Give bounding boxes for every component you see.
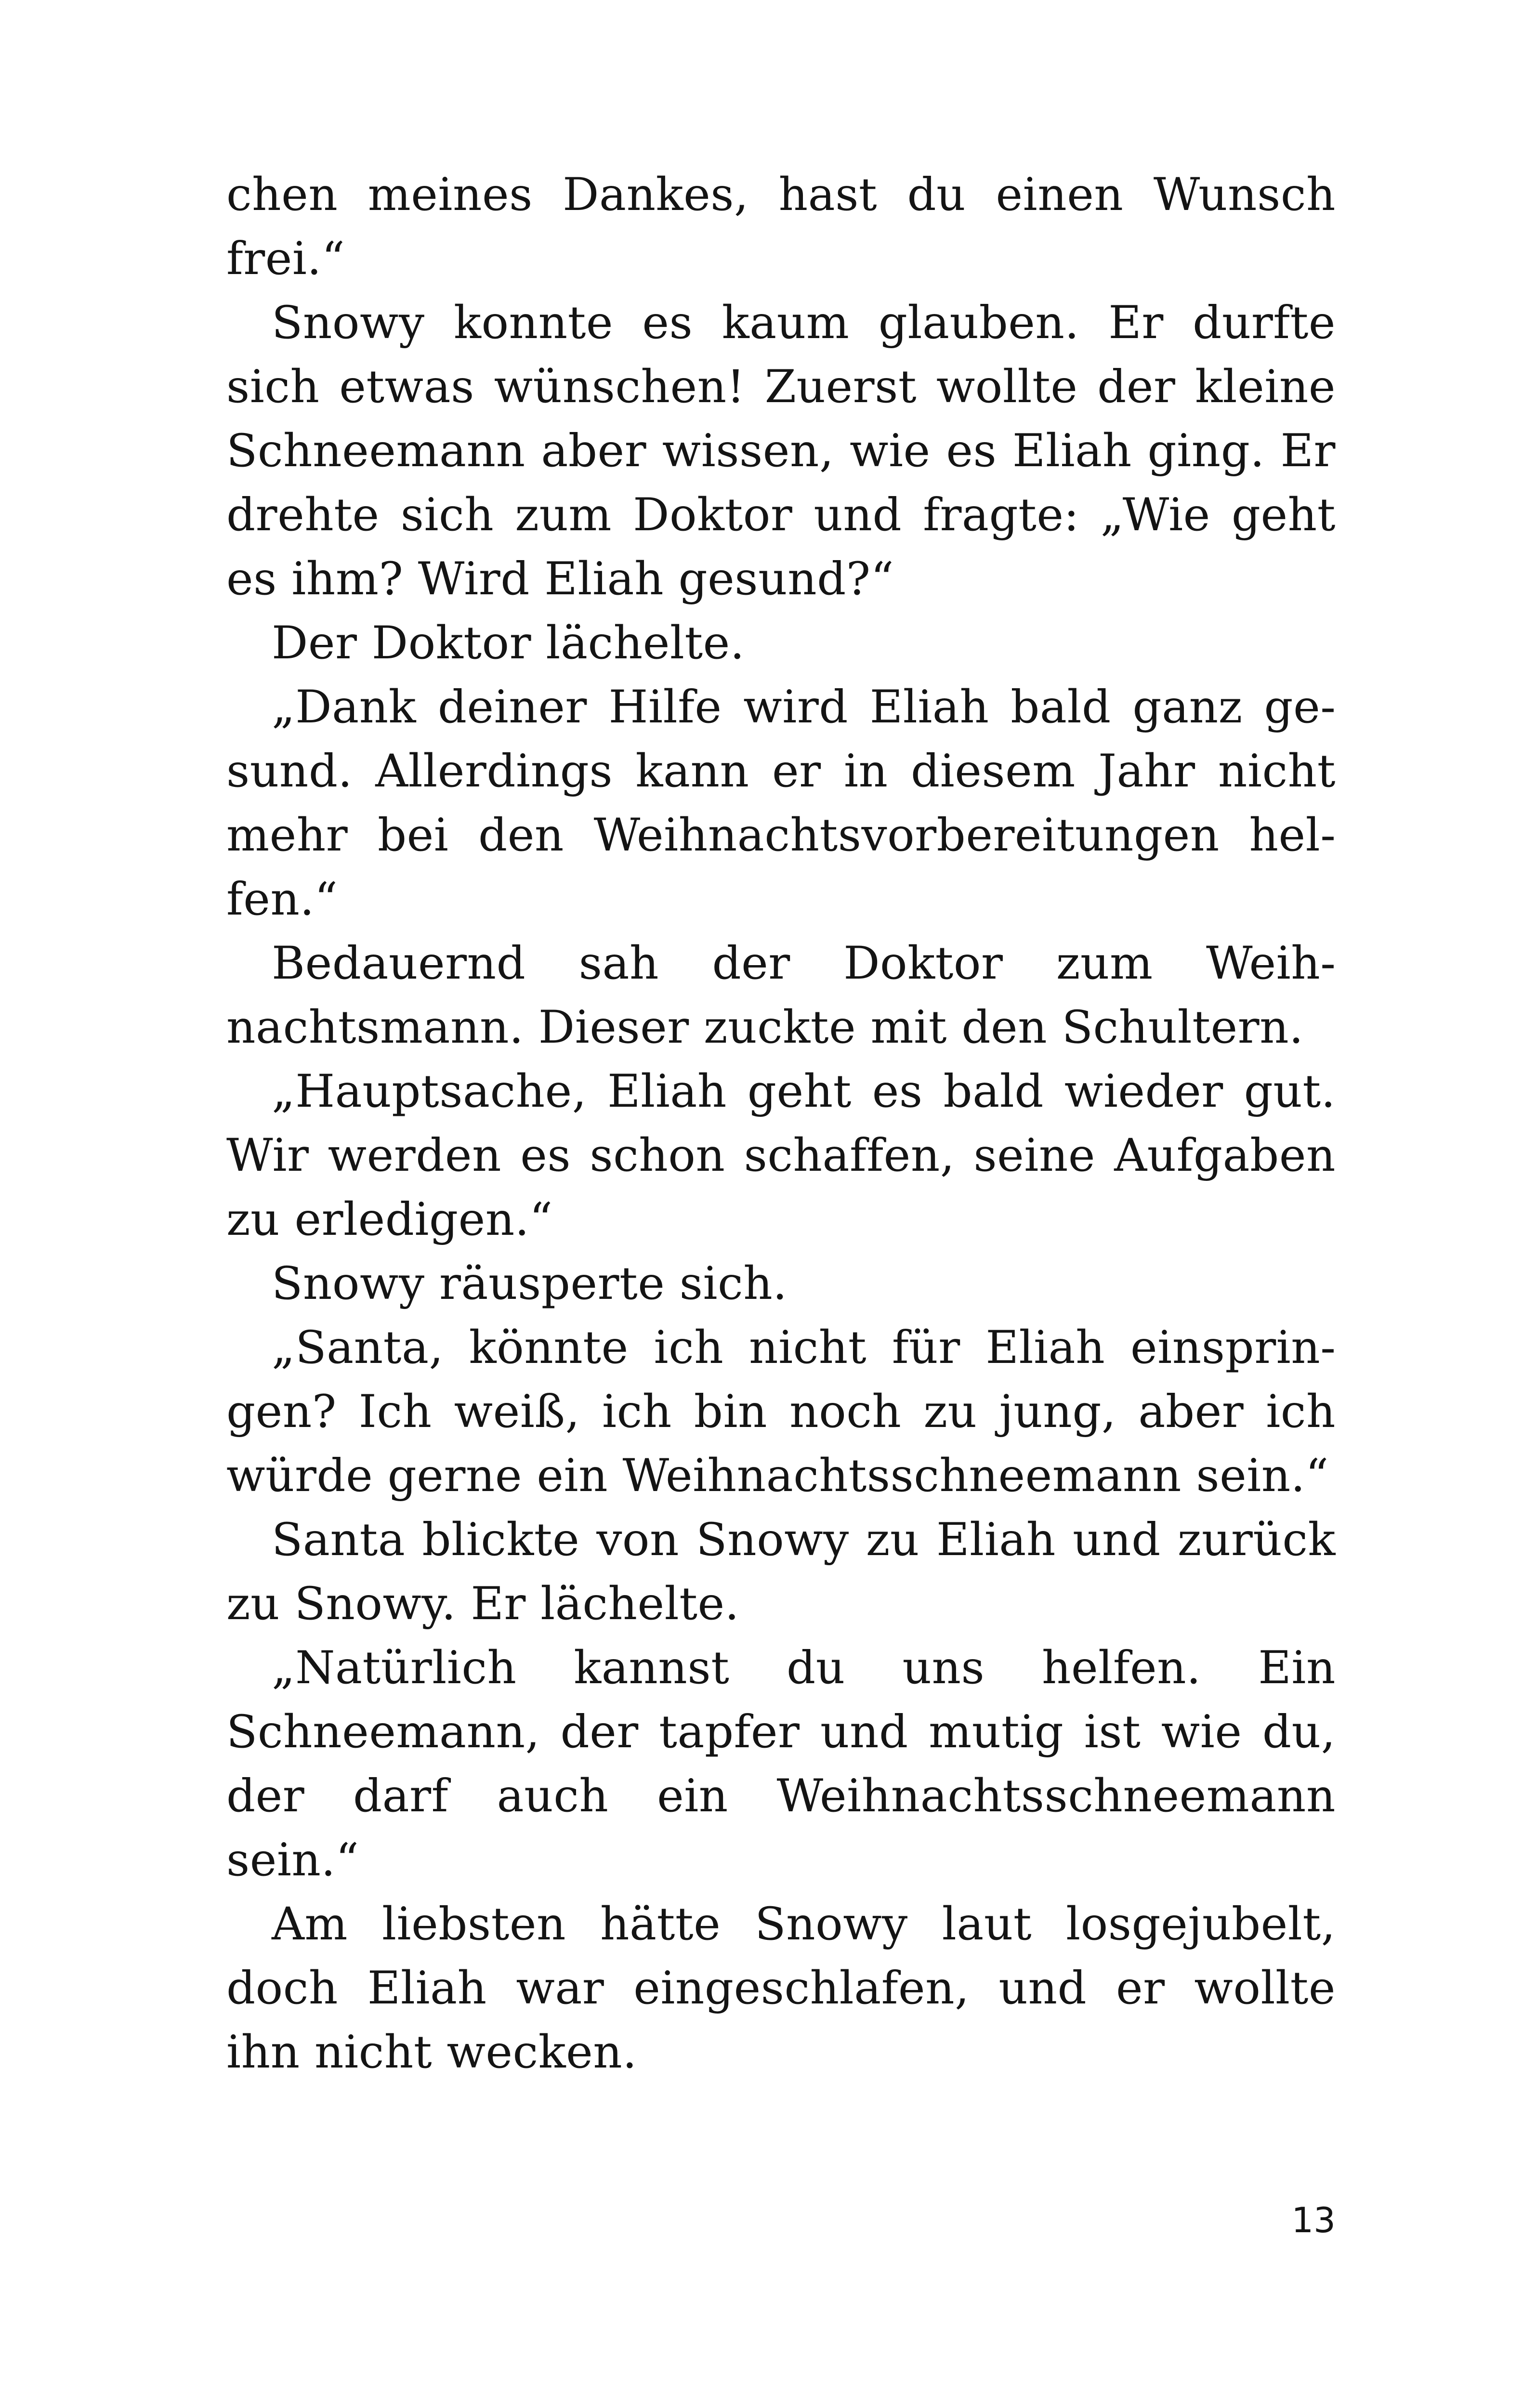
paragraph: „Natürlich kannst du uns helfen. Ein Schneemann, der tapfer und mutig ist wie du, der darf auch ein Weihnachtsschneemann sein.“ xyxy=(226,1642,1336,1886)
body-text xyxy=(226,163,1336,2084)
paragraph: Santa blickte von Snowy zu Eliah und zurück zu Snowy. Er lächelte. xyxy=(226,1514,1336,1630)
paragraph: „Hauptsache, Eliah geht es bald wieder gut. Wir werden es schon schaffen, seine Aufgaben zu erledigen.“ xyxy=(226,1065,1336,1246)
paragraph: Snowy räusperte sich. xyxy=(272,1257,788,1310)
paragraph: „Santa, könnte ich nicht für Eliah einspringen? Ich weiß, ich bin noch zu jung, aber ich würde gerne ein Weihnachtsschneemann sein.“ xyxy=(226,1322,1336,1502)
paragraph: Bedauernd sah der Doktor zum Weihnachtsmann. Dieser zuckte mit den Schultern. xyxy=(226,937,1336,1054)
page-number: 13 xyxy=(1291,2200,1336,2240)
paragraph: Am liebsten hätte Snowy laut losgejubelt, doch Eliah war eingeschlafen, und er wollte ihn nicht wecken. xyxy=(226,1898,1336,2079)
paragraph: „Dank deiner Hilfe wird Eliah bald ganz gesund. Allerdings kann er in diesem Jahr nicht mehr bei den Weihnachtsvorbereitungen helfen.“ xyxy=(226,681,1336,926)
paragraph: chen meines Dankes, hast du einen Wunsch frei.“ xyxy=(226,169,1336,285)
paragraph: Snowy konnte es kaum glauben. Er durfte sich etwas wünschen! Zuerst wollte der kleine Schneemann aber wissen, wie es Eliah ging. Er drehte sich zum Doktor und fragte: „Wie geht es ihm? Wird Eliah gesund?“ xyxy=(226,297,1336,605)
paragraph: Der Doktor lächelte. xyxy=(272,617,745,669)
